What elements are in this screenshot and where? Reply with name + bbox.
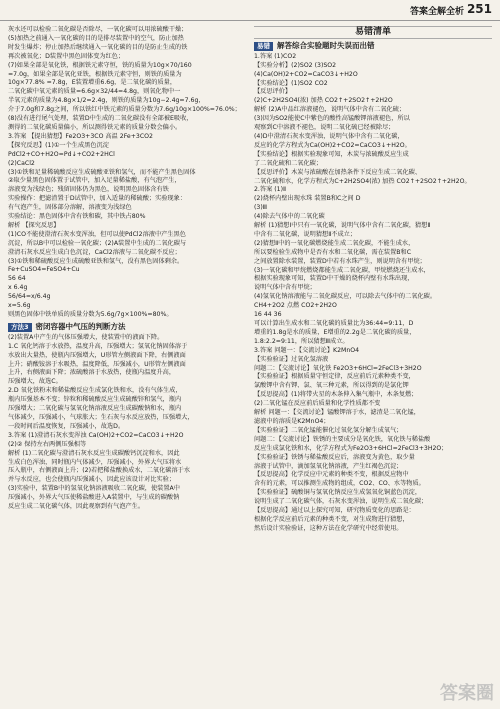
text-line: 2.D 氧化铁粉末和稀盐酸反应生成氯化铁和水，没有气体生成， [8, 387, 182, 395]
text-line: (1)CO不能使澄清石灰水变浑浊，但可以使PdCl2溶液中产生黑色 [8, 230, 186, 238]
text-line: 反应生成氯化铁和水，化学方程式为Fe2O3+6HCl=2FeCl3+3H2O； [254, 444, 448, 452]
section-heading [8, 323, 244, 332]
text-line: (2)CaCl2 [8, 159, 35, 167]
text-line: 56/64=x/6.4g [8, 293, 51, 301]
text-line: 滤液中的溶质是K2MnO4； [254, 417, 330, 425]
text-line: 上升，右侧液面下降；浓硫酸溶于水放热，使瓶内温度升高， [8, 369, 176, 377]
text-line: (3)Ⅲ [254, 204, 268, 212]
text-line: 压强增大；二氧化碳与氢氧化钠溶液反应生成碳酸钠和水，瓶内 [8, 405, 182, 413]
text-line: 氯酸钾中含有钾、氯、氧三种元素，所以得到的是氯化钾 [254, 382, 409, 390]
text-line: (2)烧杯内壁出现水珠 装置B和C之间 D [254, 195, 361, 203]
text-line: 溶液变为浅绿色；残留固体仍为黑色，说明黑色固体含有铁 [8, 186, 169, 194]
text-line: 上升；硝酸铵溶于水吸热，温度降低，压强减小，U形管左侧液面 [8, 360, 186, 368]
text-line: 瓶内压强基本不变；锌粒和稀硫酸反应生成硫酸锌和氢气，瓶内 [8, 396, 182, 404]
text-line: (4)D中澄清石灰水变浑浊，说明气体中含有二氧化碳， [254, 132, 404, 140]
text-line: 了二氧化硫和二氧化碳； [254, 159, 323, 167]
text-line: 气体减少，压强减小，气球胀大；生石灰与水反应放热，压强增大， [8, 413, 194, 421]
text-line: (4)氢氧化钠溶液能与二氧化碳反应，可以除去气体中的二氧化碳。 [254, 293, 437, 301]
text-line: 【反思提高】通过以上探究可知，研究物质变化的思路是： [254, 507, 415, 515]
section-tag: 方法3 [8, 323, 32, 332]
text-line: 1.8:2.2=9:11，所以猜想Ⅲ成立。 [254, 337, 349, 345]
text-line: 含有的元素，可以推测生成物的组成，CO2、CO、水等物质。 [254, 480, 425, 488]
right-column [254, 26, 492, 534]
text-line: 16 44 36 [254, 311, 282, 319]
text-line: 解析 【探究反思】 [8, 221, 60, 229]
text-line: 【实验验证】铁锈与稀盐酸反应后，溶液变为黄色，取少量 [254, 453, 415, 461]
text-line: ②取少量黑色固体置于试管中，加入足量稀盐酸，有气泡产生， [8, 177, 181, 185]
text-line: x=5.6g [8, 302, 31, 310]
text-line: PdCl2+CO+H2O=Pd↓+CO2+2HCl [8, 150, 115, 158]
text-line: 3.答案 问题一：【交流讨论】K2MnO4 [254, 346, 360, 354]
text-line: 说明气体中含有甲烷； [254, 284, 316, 292]
text-line: 解析 问题一：【交流讨论】锰酸钾溶于水，滤渣是二氧化锰， [254, 409, 420, 417]
text-line: 一段时间后温度恢复，压强减小，故选D。 [8, 422, 125, 430]
text-line: 反应生成二氧化碳气体，因此观察到有气泡产生。 [8, 503, 145, 511]
text-line: 灰水还可以检验二氧化碳是否除尽，一氧化碳可以用浓硫酸干燥； [8, 26, 188, 33]
text-line: 实验操作：把滤渣置于D试管中，加入适量的稀硫酸；实验现象： [8, 195, 187, 203]
text-line: (2)装置A中产生的气体压强增大，使装置中的液面下降。 [8, 333, 164, 341]
text-line: 增重的1.8g是水的质量，E增重的2.2g是二氧化碳的质量， [254, 328, 416, 336]
text-line: (3)因为SO2能使C中紫色的酸性高锰酸钾溶液褪色，所以 [254, 115, 410, 123]
text-line: 【反思评价】木炭与浓硫酸在加热条件下反应生成二氧化碳、 [254, 168, 422, 176]
text-line: 【实验结论】(1)SO2 CO2 [254, 79, 328, 87]
text-line: 【反思提高】化学反应中元素的种类不变，根据反应物中 [254, 471, 409, 479]
text-line: 【实验验证】硫酸铜与氢氧化钠反应生成氢氧化铜蓝色沉淀， [254, 489, 422, 497]
text-line: 根据化学反应前后元素的种类不变，对生成物进行猜想， [254, 515, 409, 523]
text-line: 反应的化学方程式为Ca(OH)2+CO2=CaCO3↓+H2O。 [254, 141, 411, 149]
text-line: 压强减小，外界大气压使稀盐酸进入A装置中，与生成的碳酸钠 [8, 494, 180, 502]
text-line: 说明生成了二氧化碳气体，石灰水变浑浊，说明生成二氧化碳； [254, 498, 428, 506]
text-line: (8)没有进行尾气处理，装置D中生成的二氧化碳没有全部被E吸收， [8, 115, 193, 123]
text-line: 可以计算出生成水和二氧化碳的质量比为36:44=9:11，D [254, 320, 414, 327]
text-line: 测得的二氧化碳质量偏小，所以测得铁元素的质量分数会偏小。 [8, 123, 182, 131]
text-line: 问题二：【交流讨论】氧化铁 Fe2O3+6HCl=2FeCl3+3H2O [254, 364, 422, 372]
text-line: 再次被氧化；D装置中黑色固体变为红色； [8, 52, 125, 60]
text-line: 【实验验证】根据质量守恒定律，反应前后元素种类不变， [254, 373, 415, 381]
text-line: x 6.4g [8, 284, 28, 292]
text-line: CH4+2O2 点燃 CO2+2H2O [254, 302, 337, 310]
text-line: 则黑色固体中铁单质的质量分数为5.6g/7g×100%=80%。 [8, 311, 173, 318]
section-title: 密闭容器中气压的判断方法 [35, 321, 126, 331]
text-line: 3.答案 【提出猜想】Fe2O3+3CO 高温 2Fe+3CO2 [8, 132, 153, 140]
text-line: 中含有二氧化碳，说明猜想Ⅱ不成立； [254, 230, 357, 238]
text-line: 3.答案 (1)澄清石灰水变浑浊 Ca(OH)2+CO2=CaCO3↓+H2O [8, 431, 184, 439]
page-number: 251 [466, 2, 492, 16]
text-line: 所以要检验生成物中是否有水和二氧化碳，需在装置B和C [254, 248, 412, 256]
text-line: (3)①铁和稀硫酸反应生成硫酸亚铁和氢气，没有黑色固体剩余。 [8, 257, 184, 265]
text-line: 10g×77.8% =7.8g，E装置增重6.6g，是二氧化碳的质量， [8, 79, 177, 87]
text-line: 之间放置除水装置，装置D中若有水珠产生，则说明含有甲烷； [254, 257, 426, 265]
text-line: (2)C+2H2SO4(浓) 加热 CO2↑+2SO2↑+2H2O [254, 97, 393, 105]
text-line: 然后设计实验验证，这种方法在化学研究中经常使用。 [254, 524, 403, 532]
text-line: (2)二氧化锰在反应前后质量和化学性质都不变 [254, 400, 381, 408]
left-column-upper [8, 26, 244, 320]
right-column-title: 易错清单 [254, 26, 492, 39]
text-line: 介于7.0g和7.8g之间，所以铁红中铁元素的质量分数为7.6g/10g×100%=76.0%； [8, 106, 241, 114]
text-line: 澄清石灰水反应生成白色沉淀，CaCl2溶液与二氧化碳不反应； [8, 248, 181, 256]
header-rule [0, 20, 500, 21]
text-line: 水放出大量热，使瓶内压强增大，U形管左侧液面下降，右侧液面 [8, 351, 186, 359]
text-line: (5)加热之前通入一氧化碳的目的是排尽装置中的空气，防止加热 [8, 34, 184, 42]
text-line: 时发生爆炸；停止加热后继续通入一氧化碳的目的是防止生成的铁 [8, 43, 188, 51]
text-line: 【实验验证】过氧化氢溶液 [254, 355, 329, 363]
text-line: 【反思提高】(1)将带火星的木条伸入集气瓶中，木条复燃； [254, 391, 418, 399]
right-column-body [254, 53, 492, 534]
text-line: 1.答案 (1)CO2 [254, 52, 297, 60]
text-line: 并与水反应，也会使瓶内压强减小，因此应该设计对比实验； [8, 476, 176, 484]
text-line: =7.0g，如果全部是氧化亚铁，根据铁元素守恒，则铁的质量为 [8, 70, 182, 78]
watermark-logo: 答案圈 [440, 683, 494, 704]
text-line: 压入瓶中，右侧液面上升；(2)若把稀盐酸换成水，二氧化碳溶于水 [8, 467, 191, 475]
text-line: 解析 (1)猜想Ⅰ中只有一氧化碳，说明气体中含有二氧化碳，猜想Ⅱ [254, 222, 431, 230]
text-line: 【探究反思】(1)①一个生成黑色沉淀 [8, 141, 109, 149]
text-line: 有气泡产生，固体部分溶解，溶液变为浅绿色 [8, 204, 132, 212]
text-line: 沉淀，所以B中可以检验一氧化碳；(2)A装置中生成的二氧化碳与 [8, 239, 187, 247]
right-section-title: 解答综合实验题时失误而出错 [277, 40, 375, 50]
text-line: 解析 (2)A中品红溶液褪色，说明气体中含有二氧化硫； [254, 106, 406, 114]
text-line: 观察到C中溶液不褪色，说明二氧化硫已经被除尽； [254, 124, 395, 132]
text-line: 实验结论：黑色固体中含有铁和碳，其中铁占80% [8, 213, 146, 221]
text-line: 【实验结论】根据实验现象可知，木炭与浓硫酸反应生成 [254, 150, 409, 158]
left-column-lower [8, 334, 244, 512]
text-line: 溶液于试管中，滴加氢氧化钠溶液，产生红褐色沉淀； [254, 462, 403, 470]
text-line: 【实验验证】二氧化锰能催化过氧化氢分解生成氧气； [254, 426, 403, 434]
text-line: 【反思评价】 [254, 88, 292, 96]
text-line: (2)猜想Ⅱ中的一氧化碳燃烧能生成二氧化碳，不能生成水， [254, 239, 415, 247]
text-line: 根据实验现象可知，装置D中干燥的烧杯内壁有水珠出现， [254, 275, 414, 283]
text-line: 半氧元素的质量为4.8g×1/2=2.4g，则铁的质量为10g−2.4g=7.6g， [8, 97, 205, 105]
text-line: 1.C 氧化钙溶于水放热，温度升高，压强增大；氢氧化钠固体溶于 [8, 342, 188, 350]
text-line: 解析 (1)二氧化碳与澄清石灰水反应生成碳酸钙沉淀和水，因此 [8, 449, 180, 457]
text-line: (7)如果全部是氧化铁，根据铁元素守恒，铁的质量为10g×70/160 [8, 61, 192, 69]
text-line: (3)实验中，装置B中的氢氧化钠溶液吸收二氧化碳，使装置A中 [8, 485, 180, 493]
text-line: 2.答案 (1)Ⅱ [254, 186, 287, 194]
text-line: 二氧化硫和水，化学方程式为C+2H2SO4(浓) 加热 CO2↑+2SO2↑+2H2O。 [254, 177, 471, 185]
text-line: 【实验分析】(2)SO2 (3)SO2 [254, 61, 337, 69]
right-section-tag: 易错 [254, 42, 273, 51]
left-column [8, 26, 244, 512]
text-line: (2)② 保持左右两侧压强相等 [8, 440, 87, 448]
text-line: 56 64 [8, 275, 26, 283]
series-label: 答案全解全析 [409, 7, 464, 17]
text-line: 压强增大，故选C。 [8, 378, 62, 386]
text-line: 二氧化碳中氧元素的质量=6.6g×32/44=4.8g，则氧化物中一 [8, 88, 181, 96]
text-line: (4)除去气体中的二氧化碳 [254, 213, 325, 221]
page-header [0, 0, 500, 22]
text-line: (4)Ca(OH)2+CO2=CaCO3↓+H2O [254, 70, 358, 78]
right-section-heading [254, 42, 492, 51]
text-line: (3)①铁和足量稀硫酸反应生成硫酸亚铁和氢气，而不能产生黑色固体 [8, 168, 196, 176]
text-line: Fe+CuSO4=FeSO4+Cu [8, 266, 80, 274]
text-line: 问题二：【交流讨论】铁锈的主要成分是氧化铁，氧化铁与稀盐酸 [254, 435, 431, 443]
text-line: 生成白色浑浊，同时瓶内气体减少，压强减小，外界大气压将水 [8, 458, 182, 466]
text-line: (3)一氧化碳和甲烷燃烧都能生成二氧化碳，甲烷燃烧还生成水， [254, 266, 430, 274]
